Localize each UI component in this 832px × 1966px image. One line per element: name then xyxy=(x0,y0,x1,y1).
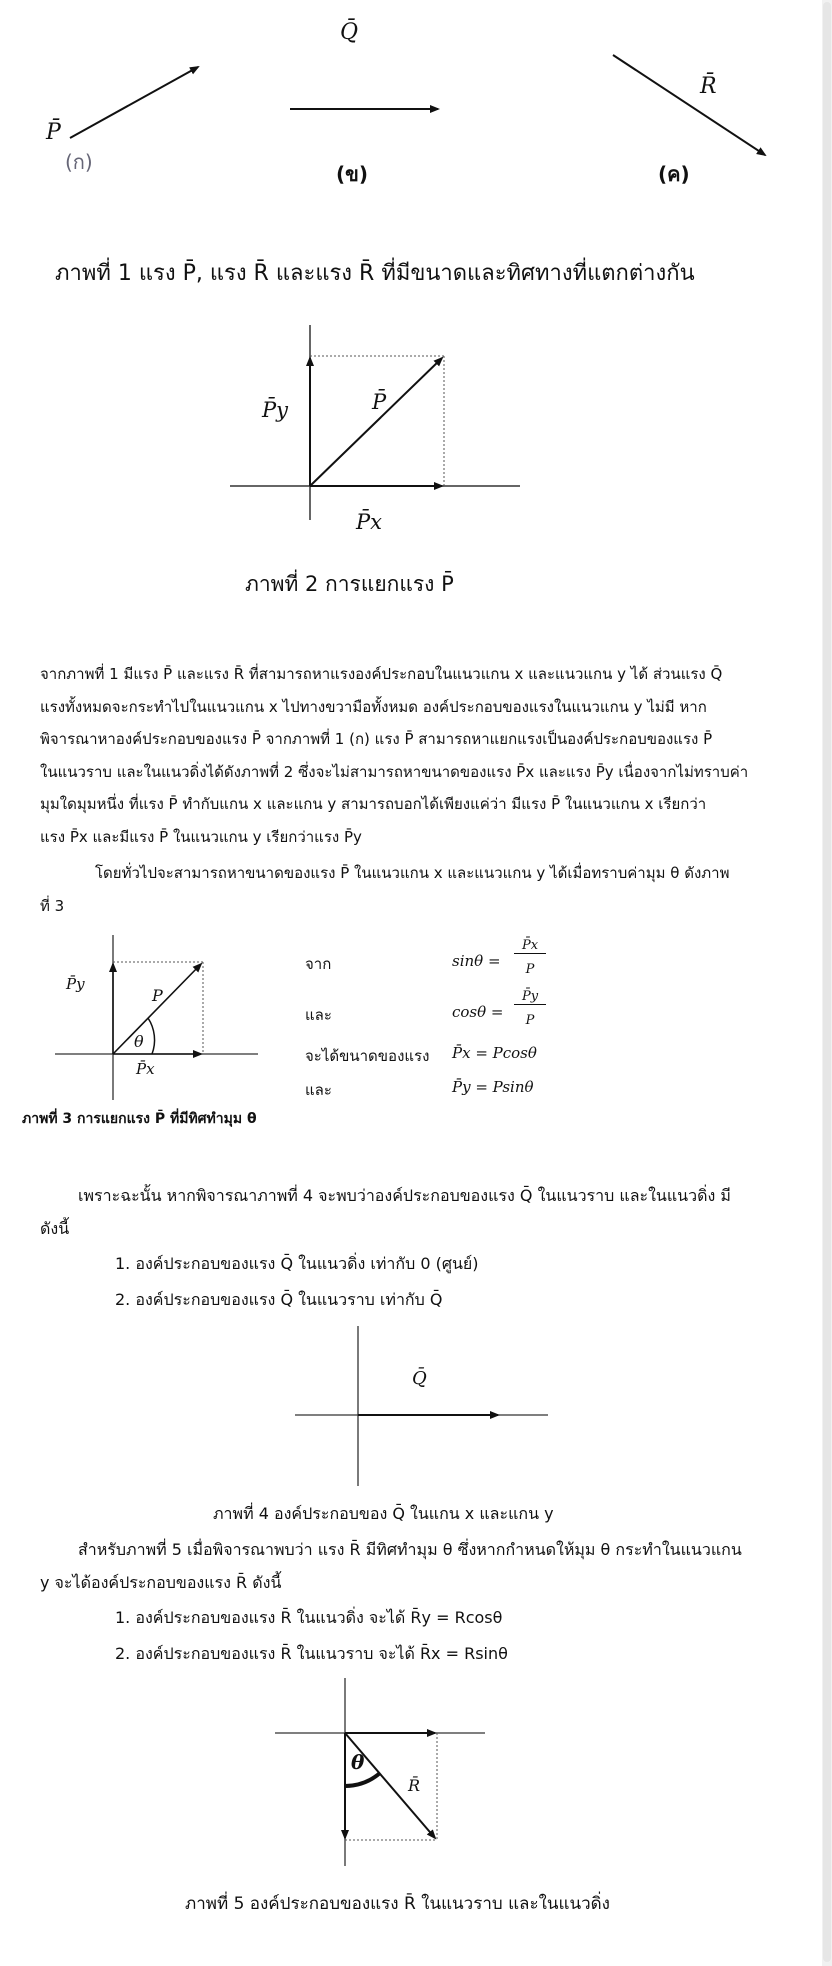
label-py: P̄y xyxy=(66,975,85,993)
paragraph-line: พิจารณาหาองค์ประกอบของแรง P̄ จากภาพที่ 1 (ก) แรง P̄ สามารถหาแยกแรงเป็นองค์ประกอบของแรง P̄ xyxy=(40,730,713,748)
list-item: 2. องค์ประกอบของแรง R̄ ในแนวราบ จะได้ R̄x = Rsinθ xyxy=(115,1644,508,1663)
figure-1-caption: ภาพที่ 1 แรง P̄, แรง R̄ และแรง R̄ ที่มีขนาดและทิศทางที่แตกต่างกัน xyxy=(55,261,695,286)
equation-label: จะได้ขนาดของแรง xyxy=(305,1047,430,1065)
angle-theta-arc xyxy=(345,1773,380,1786)
equation-cos-denominator: P xyxy=(525,1013,535,1028)
paragraph-line: จากภาพที่ 1 มีแรง P̄ และแรง R̄ ที่สามารถหาแรงองค์ประกอบในแนวแกน x และแนวแกน y ได้ ส่วนแรง Q̄ xyxy=(40,665,723,683)
list-item: 1. องค์ประกอบของแรง R̄ ในแนวดิ่ง จะได้ R̄y = Rcosθ xyxy=(115,1608,503,1627)
equation-label: และ xyxy=(305,1006,332,1024)
paragraph-line: ที่ 3 xyxy=(40,896,65,915)
label-py: P̄y xyxy=(262,398,288,422)
figure-3-caption: ภาพที่ 3 การแยกแรง P̄ ที่มีทิศทำมุม θ xyxy=(22,1111,257,1127)
label-q: Q̄ xyxy=(340,20,359,45)
paragraph-line: สำหรับภาพที่ 5 เมื่อพิจารณาพบว่า แรง R̄ มีทิศทำมุม θ ซึ่งหากกำหนดให้มุม θ กระทำในแนวแกน xyxy=(78,1540,742,1559)
label-q: Q̄ xyxy=(412,1368,427,1389)
equation-py: P̄y = Psinθ xyxy=(452,1078,534,1096)
paragraph-line: โดยทั่วไปจะสามารถหาขนาดของแรง P̄ ในแนวแกน x และแนวแกน y ได้เมื่อทราบค่ามุม θ ดังภาพ xyxy=(95,864,730,882)
subcaption-b: (ข) xyxy=(336,162,368,186)
equation-cos-numerator: P̄y xyxy=(514,989,546,1005)
equation-sin-denominator: P xyxy=(525,962,535,977)
figure-5-caption: ภาพที่ 5 องค์ประกอบของแรง R̄ ในแนวราบ และในแนวดิ่ง xyxy=(185,1894,610,1914)
equation-label: จาก xyxy=(305,955,332,973)
equation-px: P̄x = Pcosθ xyxy=(452,1044,537,1062)
paragraph-line: ในแนวราบ และในแนวดิ่งได้ดังภาพที่ 2 ซึ่งจะไม่สามารถหาขนาดของแรง P̄x และแรง P̄y เนื่องจากไม่ทราบค่า xyxy=(40,762,749,781)
label-p-resultant: P̄ xyxy=(372,390,387,414)
equation-sin-numerator: P̄x xyxy=(514,938,546,954)
paragraph-line: เพราะฉะนั้น หากพิจารณาภาพที่ 4 จะพบว่าองค์ประกอบของแรง Q̄ ในแนวราบ และในแนวดิ่ง มี xyxy=(78,1186,731,1205)
paragraph-line: ดังนี้ xyxy=(40,1218,70,1238)
paragraph-line: มุมใดมุมหนึ่ง ที่แรง P̄ ทำกับแกน x และแกน y สามารถบอกได้เพียงแค่ว่า มีแรง P̄ ในแนวแกน x เรียกว่า xyxy=(40,795,707,813)
label-px: P̄x xyxy=(356,510,382,534)
label-p: P̄ xyxy=(46,120,61,145)
label-theta: θ xyxy=(134,1032,144,1051)
subcaption-a: (ก) xyxy=(65,150,93,174)
equation-label: และ xyxy=(305,1081,332,1099)
label-r: R̄ xyxy=(408,1776,421,1795)
label-px: P̄x xyxy=(136,1060,155,1078)
equation-sin-lhs: sinθ = xyxy=(452,952,501,970)
figure-2-caption: ภาพที่ 2 การแยกแรง P̄ xyxy=(245,572,454,596)
paragraph-line: y จะได้องค์ประกอบของแรง R̄ ดังนี้ xyxy=(40,1573,282,1592)
label-r: R̄ xyxy=(700,74,717,99)
label-p: P xyxy=(152,986,163,1005)
figure-4-caption: ภาพที่ 4 องค์ประกอบของ Q̄ ในแกน x และแกน y xyxy=(213,1504,554,1523)
paragraph-line: แรง P̄x และมีแรง P̄ ในแนวแกน y เรียกว่าแรง P̄y xyxy=(40,827,362,846)
subcaption-c: (ค) xyxy=(658,162,690,186)
equation-cos-lhs: cosθ = xyxy=(452,1003,504,1021)
list-item: 2. องค์ประกอบของแรง Q̄ ในแนวราบ เท่ากับ Q̄ xyxy=(115,1290,443,1309)
label-theta: θ xyxy=(351,1750,365,1774)
list-item: 1. องค์ประกอบของแรง Q̄ ในแนวดิ่ง เท่ากับ 0 (ศูนย์) xyxy=(115,1254,479,1273)
paragraph-line: แรงทั้งหมดจะกระทำไปในแนวแกน x ไปทางขวามือทั้งหมด องค์ประกอบของแรงในแนวแกน y ไม่มี หาก xyxy=(40,697,707,716)
